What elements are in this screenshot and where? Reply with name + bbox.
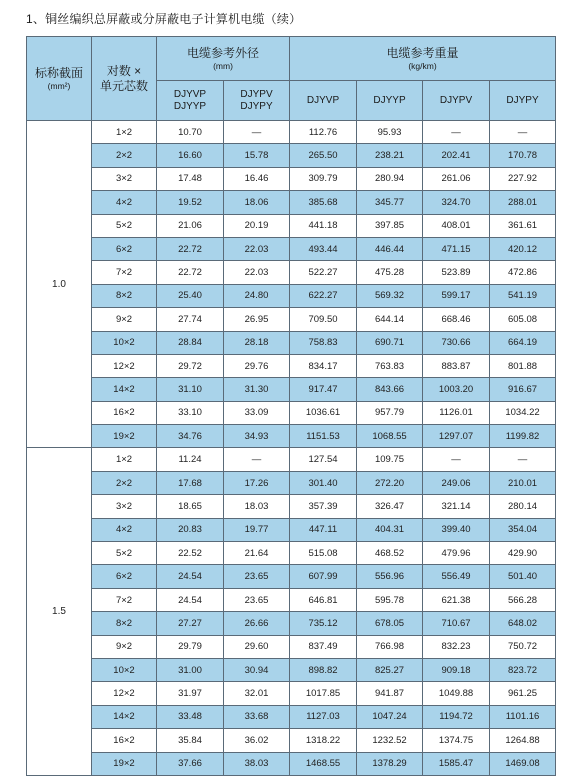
table-row (27, 448, 556, 471)
cell-weight-djyyp: 280.94 (357, 167, 423, 190)
cell-weight-djyvp: 441.18 (290, 214, 357, 237)
header-od-col2-line1: DJYPV (240, 88, 273, 100)
header-od-col1 (157, 81, 224, 121)
cell-weight-djypy: 501.40 (490, 565, 556, 588)
cell-weight-djyvp: 758.83 (290, 331, 357, 354)
cell-weight-djyyp: 556.96 (357, 565, 423, 588)
cell-weight-djyyp: 272.20 (357, 471, 423, 494)
cell-weight-djyyp: 475.28 (357, 261, 423, 284)
table-row (27, 588, 556, 611)
cell-weight-djypy: 801.88 (490, 354, 556, 377)
cell-weight-djyyp: 957.79 (357, 401, 423, 424)
cell-od-djypv-djypy: 16.46 (224, 167, 290, 190)
cell-weight-djyvp: 493.44 (290, 237, 357, 260)
cell-weight-djyvp: 447.11 (290, 518, 357, 541)
cell-weight-djyyp: 109.75 (357, 448, 423, 471)
cell-weight-djyyp: 763.83 (357, 354, 423, 377)
header-weight-col1: DJYVP (290, 81, 357, 121)
cell-od-djypv-djypy: 38.03 (224, 752, 290, 775)
cell-weight-djypv: 249.06 (423, 471, 490, 494)
cell-od-djyvp-djyyp: 25.40 (157, 284, 224, 307)
cell-weight-djypv: 261.06 (423, 167, 490, 190)
cell-od-djypv-djypy: 19.77 (224, 518, 290, 541)
cell-weight-djypv: 730.66 (423, 331, 490, 354)
cell-weight-djypv: 1194.72 (423, 705, 490, 728)
cell-od-djypv-djypy: 26.95 (224, 308, 290, 331)
cell-weight-djyvp: 127.54 (290, 448, 357, 471)
cell-cores: 7×2 (92, 261, 157, 284)
cell-od-djyvp-djyyp: 20.83 (157, 518, 224, 541)
cell-weight-djypy: 541.19 (490, 284, 556, 307)
cell-od-djyvp-djyyp: 33.48 (157, 705, 224, 728)
cell-od-djyvp-djyyp: 37.66 (157, 752, 224, 775)
header-weight-label: 电缆参考重量 (386, 45, 459, 60)
cell-weight-djyvp: 607.99 (290, 565, 357, 588)
cell-cores: 19×2 (92, 752, 157, 775)
cell-od-djyvp-djyyp: 34.76 (157, 425, 224, 448)
cell-weight-djypy: 227.92 (490, 167, 556, 190)
cell-od-djypv-djypy: 23.65 (224, 588, 290, 611)
cell-weight-djyyp: 678.05 (357, 612, 423, 635)
cell-weight-djypv: — (423, 121, 490, 144)
cell-weight-djypv: 1585.47 (423, 752, 490, 775)
cell-weight-djypy: 664.19 (490, 331, 556, 354)
cell-cores: 5×2 (92, 542, 157, 565)
cell-weight-djypy: 170.78 (490, 144, 556, 167)
cell-od-djyvp-djyyp: 29.79 (157, 635, 224, 658)
table-row (27, 518, 556, 541)
table-row (27, 752, 556, 775)
cell-weight-djypv: 621.38 (423, 588, 490, 611)
cell-od-djyvp-djyyp: 22.52 (157, 542, 224, 565)
cell-weight-djyyp: 468.52 (357, 542, 423, 565)
cell-weight-djyvp: 265.50 (290, 144, 357, 167)
cell-weight-djyvp: 309.79 (290, 167, 357, 190)
table-row (27, 214, 556, 237)
cell-weight-djypy: 1469.08 (490, 752, 556, 775)
cell-weight-djypv: 399.40 (423, 518, 490, 541)
section-cell: 1.0 (27, 121, 92, 448)
cell-cores: 3×2 (92, 495, 157, 518)
cell-weight-djypv: 1049.88 (423, 682, 490, 705)
cell-weight-djypy: 605.08 (490, 308, 556, 331)
cell-cores: 19×2 (92, 425, 157, 448)
cell-cores: 4×2 (92, 518, 157, 541)
table-row (27, 612, 556, 635)
cell-weight-djypy: 354.04 (490, 518, 556, 541)
cell-od-djypv-djypy: 34.93 (224, 425, 290, 448)
cell-weight-djyvp: 1036.61 (290, 401, 357, 424)
cell-weight-djyvp: 898.82 (290, 658, 357, 681)
cell-weight-djypy: 961.25 (490, 682, 556, 705)
table-body (27, 121, 556, 776)
cell-weight-djyvp: 522.27 (290, 261, 357, 284)
page-title: 1、铜丝编织总屏蔽或分屏蔽电子计算机电缆（续） (26, 12, 302, 26)
cell-cores: 16×2 (92, 401, 157, 424)
cell-cores: 4×2 (92, 191, 157, 214)
cell-weight-djyvp: 917.47 (290, 378, 357, 401)
cell-cores: 1×2 (92, 121, 157, 144)
cell-weight-djyvp: 515.08 (290, 542, 357, 565)
header-cores-line1: 对数 × (106, 63, 142, 78)
header-od-col2-line2: DJYPY (240, 100, 273, 112)
cell-weight-djypv: 523.89 (423, 261, 490, 284)
cell-weight-djyvp: 834.17 (290, 354, 357, 377)
cell-weight-djyyp: 941.87 (357, 682, 423, 705)
table-row (27, 308, 556, 331)
cell-od-djypv-djypy: 36.02 (224, 729, 290, 752)
header-weight-col3: DJYPV (423, 81, 490, 121)
cell-weight-djypv: — (423, 448, 490, 471)
cell-od-djypv-djypy: 18.06 (224, 191, 290, 214)
table-row (27, 635, 556, 658)
header-weight (290, 37, 556, 81)
cell-od-djypv-djypy: 29.76 (224, 354, 290, 377)
cell-weight-djyvp: 1468.55 (290, 752, 357, 775)
cell-weight-djypy: 1199.82 (490, 425, 556, 448)
cell-od-djyvp-djyyp: 16.60 (157, 144, 224, 167)
cell-cores: 10×2 (92, 658, 157, 681)
cell-od-djypv-djypy: 22.03 (224, 237, 290, 260)
cell-weight-djyyp: 1378.29 (357, 752, 423, 775)
section-cell: 1.5 (27, 448, 92, 775)
cell-od-djyvp-djyyp: 24.54 (157, 565, 224, 588)
cell-weight-djyvp: 1318.22 (290, 729, 357, 752)
table-row (27, 471, 556, 494)
cell-cores: 12×2 (92, 682, 157, 705)
cell-cores: 6×2 (92, 237, 157, 260)
cell-weight-djyvp: 709.50 (290, 308, 357, 331)
header-section (27, 37, 92, 121)
cell-weight-djyyp: 326.47 (357, 495, 423, 518)
cell-od-djypv-djypy: 28.18 (224, 331, 290, 354)
cell-weight-djypv: 909.18 (423, 658, 490, 681)
table-row (27, 354, 556, 377)
cell-cores: 9×2 (92, 308, 157, 331)
cell-weight-djyvp: 112.76 (290, 121, 357, 144)
cell-weight-djyyp: 397.85 (357, 214, 423, 237)
cell-od-djypv-djypy: 18.03 (224, 495, 290, 518)
cell-weight-djyyp: 1068.55 (357, 425, 423, 448)
cable-spec-table (26, 36, 556, 776)
cell-weight-djypy: 1034.22 (490, 401, 556, 424)
table-row (27, 658, 556, 681)
cell-weight-djyyp: 345.77 (357, 191, 423, 214)
table-row (27, 167, 556, 190)
cell-weight-djyyp: 1232.52 (357, 729, 423, 752)
cell-weight-djyvp: 1017.85 (290, 682, 357, 705)
cell-cores: 1×2 (92, 448, 157, 471)
cell-cores: 14×2 (92, 378, 157, 401)
cell-cores: 8×2 (92, 612, 157, 635)
cell-weight-djypy: 429.90 (490, 542, 556, 565)
table-row (27, 331, 556, 354)
cell-weight-djypv: 832.23 (423, 635, 490, 658)
cell-weight-djypy: 750.72 (490, 635, 556, 658)
cell-weight-djypy: 420.12 (490, 237, 556, 260)
cell-od-djyvp-djyyp: 11.24 (157, 448, 224, 471)
cell-cores: 10×2 (92, 331, 157, 354)
cell-weight-djypy: 566.28 (490, 588, 556, 611)
cell-weight-djypy: 823.72 (490, 658, 556, 681)
cell-weight-djypv: 324.70 (423, 191, 490, 214)
table-row (27, 237, 556, 260)
cell-od-djyvp-djyyp: 24.54 (157, 588, 224, 611)
header-od (157, 37, 290, 81)
cell-od-djyvp-djyyp: 28.84 (157, 331, 224, 354)
header-cores (92, 37, 157, 121)
cell-od-djyvp-djyyp: 10.70 (157, 121, 224, 144)
cell-od-djyvp-djyyp: 35.84 (157, 729, 224, 752)
cell-od-djypv-djypy: 33.68 (224, 705, 290, 728)
table-row (27, 705, 556, 728)
cell-weight-djypv: 321.14 (423, 495, 490, 518)
cell-weight-djyyp: 766.98 (357, 635, 423, 658)
cell-od-djypv-djypy: 15.78 (224, 144, 290, 167)
cell-od-djyvp-djyyp: 21.06 (157, 214, 224, 237)
header-weight-col4: DJYPY (490, 81, 556, 121)
cell-weight-djypv: 1374.75 (423, 729, 490, 752)
header-section-unit: (mm²) (47, 80, 71, 91)
cell-weight-djypv: 408.01 (423, 214, 490, 237)
cell-weight-djyyp: 595.78 (357, 588, 423, 611)
cell-cores: 14×2 (92, 705, 157, 728)
cell-weight-djyyp: 404.31 (357, 518, 423, 541)
cell-weight-djypy: — (490, 448, 556, 471)
cell-weight-djypv: 471.15 (423, 237, 490, 260)
header-od-unit: (mm) (213, 60, 233, 71)
cell-od-djypv-djypy: 29.60 (224, 635, 290, 658)
cell-od-djyvp-djyyp: 31.10 (157, 378, 224, 401)
cell-weight-djyvp: 837.49 (290, 635, 357, 658)
cell-weight-djypy: — (490, 121, 556, 144)
cell-weight-djypy: 648.02 (490, 612, 556, 635)
table-row (27, 284, 556, 307)
cell-weight-djyvp: 1151.53 (290, 425, 357, 448)
cell-od-djyvp-djyyp: 27.27 (157, 612, 224, 635)
cell-od-djypv-djypy: 17.26 (224, 471, 290, 494)
cell-weight-djypv: 479.96 (423, 542, 490, 565)
cell-od-djyvp-djyyp: 33.10 (157, 401, 224, 424)
cell-weight-djyyp: 95.93 (357, 121, 423, 144)
header-od-col1-line1: DJYVP (173, 88, 207, 100)
table-row (27, 261, 556, 284)
cell-cores: 2×2 (92, 144, 157, 167)
cell-od-djypv-djypy: 26.66 (224, 612, 290, 635)
table-row (27, 401, 556, 424)
cell-cores: 16×2 (92, 729, 157, 752)
cell-od-djypv-djypy: 30.94 (224, 658, 290, 681)
cell-weight-djyvp: 1127.03 (290, 705, 357, 728)
cell-od-djyvp-djyyp: 19.52 (157, 191, 224, 214)
cell-weight-djyvp: 385.68 (290, 191, 357, 214)
table-row (27, 191, 556, 214)
table-row (27, 495, 556, 518)
cell-od-djyvp-djyyp: 27.74 (157, 308, 224, 331)
table-row (27, 144, 556, 167)
cell-weight-djyyp: 843.66 (357, 378, 423, 401)
table-row (27, 729, 556, 752)
cell-weight-djypv: 668.46 (423, 308, 490, 331)
header-od-col1-line2: DJYYP (173, 100, 207, 112)
cell-cores: 9×2 (92, 635, 157, 658)
cell-weight-djypv: 556.49 (423, 565, 490, 588)
cell-od-djyvp-djyyp: 17.68 (157, 471, 224, 494)
cell-od-djyvp-djyyp: 18.65 (157, 495, 224, 518)
cell-weight-djyyp: 1047.24 (357, 705, 423, 728)
table-row (27, 378, 556, 401)
cell-weight-djypv: 1297.07 (423, 425, 490, 448)
cell-od-djypv-djypy: — (224, 448, 290, 471)
cell-weight-djypv: 202.41 (423, 144, 490, 167)
cell-od-djypv-djypy: 22.03 (224, 261, 290, 284)
cell-cores: 8×2 (92, 284, 157, 307)
cell-weight-djypv: 1003.20 (423, 378, 490, 401)
table-row (27, 565, 556, 588)
cell-od-djyvp-djyyp: 31.00 (157, 658, 224, 681)
cell-weight-djypy: 1264.88 (490, 729, 556, 752)
cell-od-djyvp-djyyp: 31.97 (157, 682, 224, 705)
cell-od-djypv-djypy: 20.19 (224, 214, 290, 237)
cell-weight-djypv: 1126.01 (423, 401, 490, 424)
cell-weight-djypv: 599.17 (423, 284, 490, 307)
cell-od-djypv-djypy: 33.09 (224, 401, 290, 424)
table-row (27, 682, 556, 705)
table-row (27, 121, 556, 144)
cell-weight-djypy: 1101.16 (490, 705, 556, 728)
cell-weight-djyyp: 690.71 (357, 331, 423, 354)
cell-weight-djyyp: 644.14 (357, 308, 423, 331)
cell-weight-djypy: 210.01 (490, 471, 556, 494)
cell-od-djypv-djypy: 31.30 (224, 378, 290, 401)
header-weight-col2: DJYYP (357, 81, 423, 121)
cell-od-djypv-djypy: 21.64 (224, 542, 290, 565)
cell-cores: 6×2 (92, 565, 157, 588)
cell-od-djyvp-djyyp: 17.48 (157, 167, 224, 190)
table-row (27, 425, 556, 448)
cell-weight-djypv: 883.87 (423, 354, 490, 377)
cell-cores: 5×2 (92, 214, 157, 237)
cell-weight-djypy: 916.67 (490, 378, 556, 401)
cell-od-djypv-djypy: 23.65 (224, 565, 290, 588)
header-weight-unit: (kg/km) (408, 60, 437, 71)
cell-cores: 7×2 (92, 588, 157, 611)
cell-weight-djyvp: 357.39 (290, 495, 357, 518)
cell-weight-djyyp: 446.44 (357, 237, 423, 260)
cell-weight-djyvp: 301.40 (290, 471, 357, 494)
cell-weight-djyvp: 646.81 (290, 588, 357, 611)
cell-od-djyvp-djyyp: 29.72 (157, 354, 224, 377)
header-od-col2 (224, 81, 290, 121)
cell-weight-djyvp: 735.12 (290, 612, 357, 635)
cell-weight-djyvp: 622.27 (290, 284, 357, 307)
header-cores-line2: 单元芯数 (99, 78, 148, 93)
cell-od-djypv-djypy: 32.01 (224, 682, 290, 705)
cell-od-djyvp-djyyp: 22.72 (157, 237, 224, 260)
cell-od-djyvp-djyyp: 22.72 (157, 261, 224, 284)
cell-weight-djypy: 472.86 (490, 261, 556, 284)
cell-weight-djyyp: 569.32 (357, 284, 423, 307)
cell-weight-djypy: 361.61 (490, 214, 556, 237)
header-section-label: 标称截面 (34, 65, 83, 80)
cell-weight-djypy: 288.01 (490, 191, 556, 214)
cell-weight-djypv: 710.67 (423, 612, 490, 635)
cell-od-djypv-djypy: 24.80 (224, 284, 290, 307)
cell-weight-djyyp: 238.21 (357, 144, 423, 167)
cell-cores: 12×2 (92, 354, 157, 377)
cell-weight-djypy: 280.14 (490, 495, 556, 518)
header-od-label: 电缆参考外径 (187, 45, 260, 60)
table-row (27, 542, 556, 565)
cell-cores: 2×2 (92, 471, 157, 494)
cell-weight-djyyp: 825.27 (357, 658, 423, 681)
cell-od-djypv-djypy: — (224, 121, 290, 144)
cell-cores: 3×2 (92, 167, 157, 190)
